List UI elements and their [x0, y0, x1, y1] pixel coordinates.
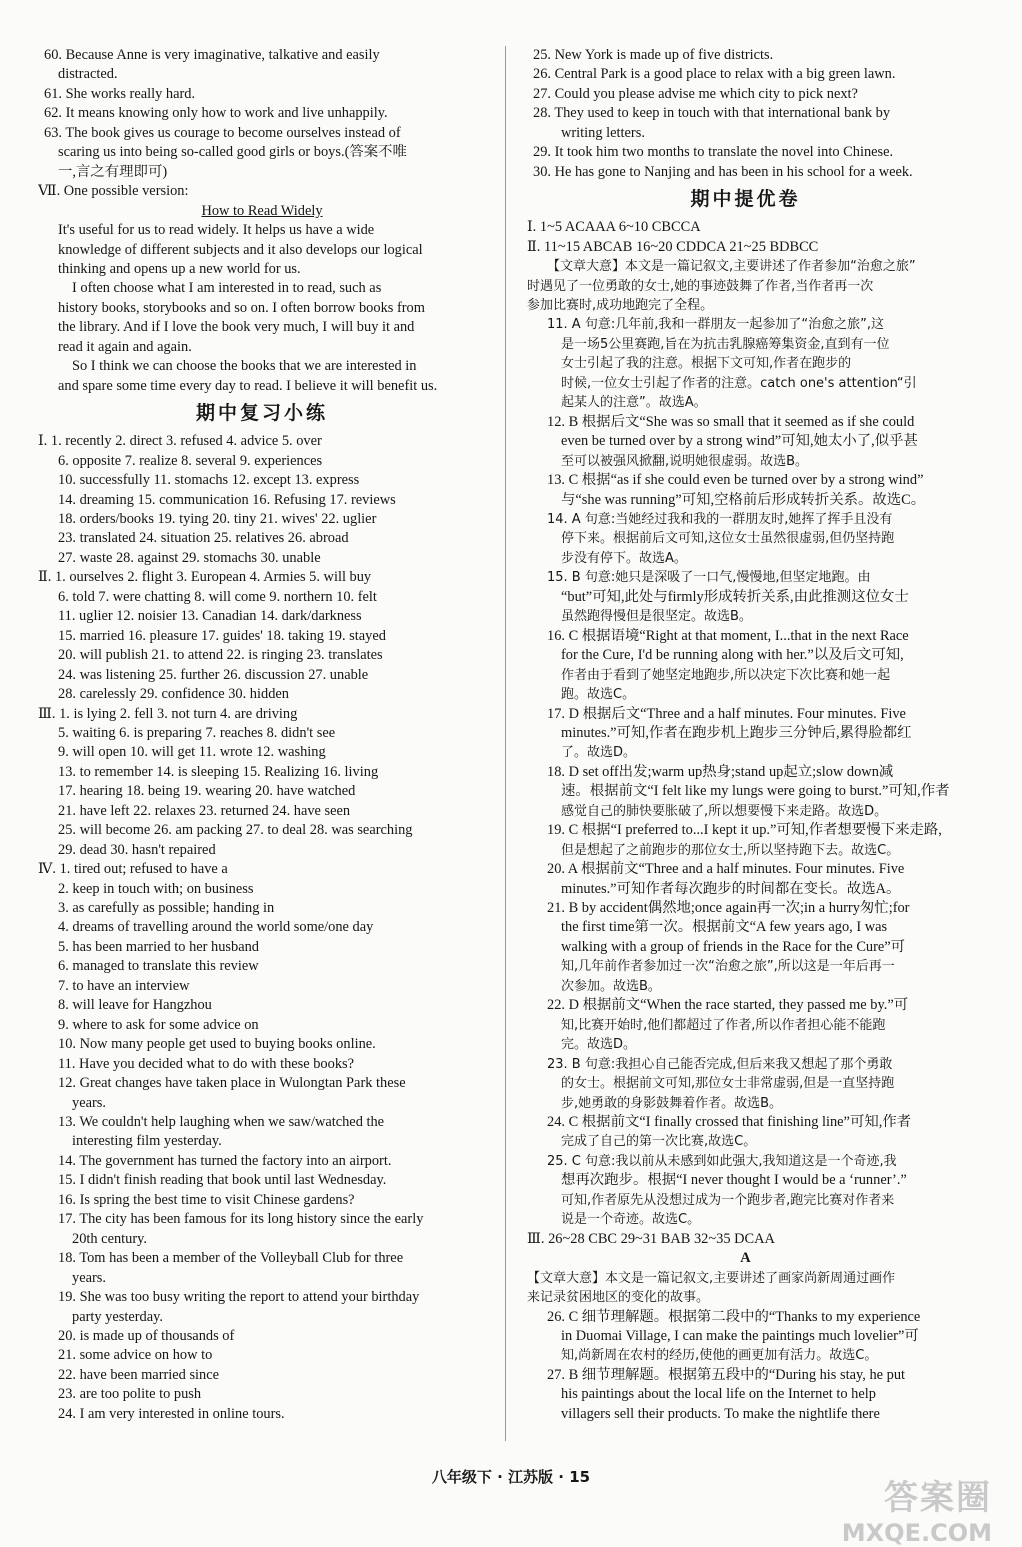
- section-heading: 期中复习小练: [195, 403, 328, 425]
- text-line: 23. B 句意:我担心自己能否完成,但后来我又想起了那个勇敢: [547, 1056, 893, 1072]
- text-line: history books, storybooks and so on. I often borrow books from: [58, 299, 425, 316]
- text-line: 11. A 句意:几年前,我和一群朋友一起参加了“治愈之旅”,这: [547, 317, 884, 333]
- text-line: 25. will become 26. am packing 27. to deal 28. was searching: [58, 822, 413, 839]
- text-line: Ⅳ. 1. tired out; refused to have a: [38, 861, 228, 878]
- left-column: [38, 46, 486, 1424]
- text-line: 感觉自己的肺快要胀破了,所以想要慢下来走路。故选D。: [561, 803, 888, 819]
- text-line: 61. She works really hard.: [44, 85, 196, 102]
- text-line: 3. as carefully as possible; handing in: [58, 900, 275, 917]
- text-line: Ⅱ. 1. ourselves 2. flight 3. European 4. Armies 5. will buy: [38, 569, 372, 586]
- text-line: years.: [72, 1094, 106, 1111]
- text-line: minutes.”可知作者每次跑步的时间都在变长。故选A。: [561, 880, 901, 897]
- text-line: 6. told 7. were chatting 8. will come 9. northern 10. felt: [58, 588, 377, 605]
- text-line: interesting film yesterday.: [72, 1133, 222, 1150]
- text-line: 25. C 句意:我以前从未感到如此强大,我知道这是一个奇迹,我: [547, 1153, 897, 1169]
- text-line: 9. where to ask for some advice on: [58, 1016, 259, 1033]
- text-line: 是一场5公里赛跑,旨在为抗击乳腺癌筹集资金,直到有一位: [561, 336, 890, 352]
- text-line: villagers sell their products. To make the nightlife there: [561, 1405, 880, 1422]
- text-line: 18. D set off出发;warm up热身;stand up起立;slow down减: [547, 763, 894, 780]
- text-line: 17. D 根据后文“Three and a half minutes. Four minutes. Five: [547, 705, 906, 722]
- text-line: 4. dreams of travelling around the world some/one day: [58, 919, 374, 936]
- text-line: 19. C 根据“I preferred to...I kept it up.”可知,作者想要慢下来走路,: [547, 822, 942, 839]
- text-line: A: [740, 1250, 751, 1267]
- text-line: 14. The government has turned the factory into an airport.: [58, 1152, 392, 1169]
- text-line: for the Cure, I'd be running along with her.”以及后文可知,: [561, 647, 904, 664]
- text-line: the first time第一次。根据前文“A few years ago, I was: [561, 919, 888, 936]
- text-line: Ⅰ. 1. recently 2. direct 3. refused 4. advice 5. over: [38, 433, 322, 450]
- text-line: 29. It took him two months to translate the novel into Chinese.: [533, 144, 894, 161]
- text-line: 22. have been married since: [58, 1366, 220, 1383]
- text-line: 起某人的注意”。故选A。: [561, 395, 707, 411]
- text-line: I often choose what I am interested in to read, such as: [72, 280, 382, 297]
- text-line: 15. I didn't finish reading that book until last Wednesday.: [58, 1172, 387, 1189]
- text-line: 说是一个奇迹。故选C。: [561, 1212, 701, 1228]
- text-line: minutes.”可知,作者在跑步机上跑步三分钟后,累得脸都红: [561, 724, 912, 741]
- text-line: 的女士。根据前文可知,那位女士非常虚弱,但是一直坚持跑: [561, 1076, 895, 1092]
- text-line: 23. translated 24. situation 25. relatives 26. abroad: [58, 530, 349, 547]
- text-line: 12. Great changes have taken place in Wulongtan Park these: [58, 1075, 406, 1092]
- text-line: 可知,作者原先从没想过成为一个跑步者,跑完比赛对作者来: [561, 1192, 895, 1208]
- text-line: 16. C 根据语境“Right at that moment, I...that in the next Race: [547, 627, 909, 644]
- text-line: scaring us into being so-called good girls or boys.(答案不唯: [58, 144, 407, 161]
- text-line: 作者由于看到了她坚定地跑步,所以决定下次比赛和她一起: [561, 667, 891, 683]
- text-line: 15. B 句意:她只是深吸了一口气,慢慢地,但坚定地跑。由: [547, 570, 871, 586]
- text-line: 14. A 句意:当她经过我和我的一群朋友时,她挥了挥手且没有: [547, 511, 893, 527]
- text-line: 26. C 细节理解题。根据第二段中的“Thanks to my experience: [547, 1308, 921, 1325]
- text-line: 11. Have you decided what to do with these books?: [58, 1055, 355, 1072]
- text-line: Ⅱ. 11~15 ABCAB 16~20 CDDCA 21~25 BDBCC: [527, 238, 819, 255]
- text-line: thinking and opens up a new world for us.: [58, 260, 301, 277]
- text-line: Ⅰ. 1~5 ACAAA 6~10 CBCCA: [527, 219, 701, 236]
- text-line: 女士引起了我的注意。根据下文可知,作者在跑步的: [561, 356, 852, 372]
- text-line: 5. waiting 6. is preparing 7. reaches 8. didn't see: [58, 724, 336, 741]
- text-line: 24. was listening 25. further 26. discussion 27. unable: [58, 666, 369, 683]
- text-line: 29. dead 30. hasn't repaired: [58, 841, 216, 858]
- right-column: [527, 46, 964, 1424]
- text-line: 16. Is spring the best time to visit Chinese gardens?: [58, 1191, 355, 1208]
- text-line: in Duomai Village, I can make the paintings much lovelier”可: [561, 1328, 919, 1344]
- text-line: 24. I am very interested in online tours.: [58, 1405, 285, 1422]
- text-line: Ⅲ. 1. is lying 2. fell 3. not turn 4. are driving: [38, 705, 298, 722]
- watermark-logo: [842, 1470, 992, 1547]
- text-line: 20th century.: [72, 1230, 147, 1247]
- text-line: 25. New York is made up of five districts.: [533, 47, 774, 63]
- text-line: and spare some time every day to read. I believe it will benefit us.: [58, 377, 438, 394]
- text-line: 28. They used to keep in touch with that international bank by: [533, 105, 891, 122]
- text-line: 27. waste 28. against 29. stomachs 30. unable: [58, 549, 321, 566]
- text-line: 23. are too polite to push: [58, 1386, 202, 1403]
- text-line: 6. opposite 7. realize 8. several 9. experiences: [58, 452, 323, 469]
- text-line: 20. is made up of thousands of: [58, 1328, 235, 1344]
- text-line: 14. dreaming 15. communication 16. Refusing 17. reviews: [58, 491, 396, 508]
- watermark-bottom: MXQE.COM: [841, 1519, 992, 1547]
- text-line: 17. The city has been famous for its long history since the early: [58, 1211, 424, 1228]
- text-line: 21. B by accident偶然地;once again再一次;in a hurry匆忙;for: [547, 900, 910, 917]
- text-line: 18. Tom has been a member of the Volleyball Club for three: [58, 1250, 404, 1267]
- text-line: 15. married 16. pleasure 17. guides' 18. taking 19. stayed: [58, 627, 386, 644]
- text-line: 停下来。根据前后文可知,这位女士虽然很虚弱,但仍坚持跑: [561, 531, 895, 547]
- text-line: 跑。故选C。: [561, 687, 636, 703]
- text-line: 但是想起了之前跑步的那位女士,所以坚持跑下去。故选C。: [561, 842, 900, 858]
- text-line: 62. It means knowing only how to work and live unhappily.: [44, 105, 388, 122]
- text-line: 13. to remember 14. is sleeping 15. Realizing 16. living: [58, 763, 379, 780]
- text-line: So I think we can choose the books that we are interested in: [72, 358, 417, 375]
- text-line: years.: [72, 1269, 106, 1286]
- text-line: even be turned over by a strong wind”可知,她太小了,似乎甚: [561, 433, 918, 450]
- text-line: 60. Because Anne is very imaginative, talkative and easily: [44, 47, 380, 63]
- text-line: 7. to have an interview: [58, 977, 190, 994]
- text-line: 20. A 根据前文“Three and a half minutes. Four minutes. Five: [547, 861, 905, 878]
- text-line: 步没有停下。故选A。: [561, 550, 687, 566]
- text-line: 来记录贫困地区的变化的故事。: [527, 1290, 710, 1306]
- text-line: 63. The book gives us courage to become ourselves instead of: [44, 124, 401, 141]
- text-line: 2. keep in touch with; on business: [58, 880, 254, 897]
- text-line: 13. C 根据“as if she could even be turned over by a strong wind”: [547, 472, 924, 489]
- text-line: 想再次跑步。根据“I never thought I would be a ‘runner’.”: [561, 1172, 907, 1189]
- text-line: 了。故选D。: [561, 745, 637, 761]
- text-line: 与“she was running”可知,空格前后形成转折关系。故选C。: [561, 491, 926, 508]
- text-line: 知,比赛开始时,他们都超过了作者,所以作者担心能不能跑: [561, 1017, 886, 1033]
- text-line: 28. carelessly 29. confidence 30. hidden: [58, 686, 289, 703]
- text-line: 17. hearing 18. being 19. wearing 20. have watched: [58, 783, 356, 800]
- text-line: 至可以被强风掀翻,说明她很虚弱。故选B。: [561, 453, 809, 469]
- text-line: party yesterday.: [72, 1308, 163, 1325]
- text-line: 5. has been married to her husband: [58, 938, 260, 955]
- text-line: distracted.: [58, 66, 118, 83]
- text-line: 8. will leave for Hangzhou: [58, 997, 212, 1014]
- text-line: 【文章大意】本文是一篇记叙文,主要讲述了作者参加“治愈之旅”: [547, 259, 916, 275]
- text-line: 20. will publish 21. to attend 22. is ringing 23. translates: [58, 647, 383, 664]
- text-line: 22. D 根据前文“When the race started, they passed me by.”可: [547, 997, 909, 1014]
- text-line: 30. He has gone to Nanjing and has been in his school for a week.: [533, 163, 913, 180]
- text-line: 【文章大意】本文是一篇记叙文,主要讲述了画家尚新周通过画作: [527, 1270, 896, 1286]
- text-line: 知,几年前作者参加过一次“治愈之旅”,所以这是一年后再一: [561, 959, 895, 975]
- text-line: 时遇见了一位勇敢的女士,她的事迹鼓舞了作者,当作者再一次: [527, 278, 874, 294]
- section-heading: 期中提优卷: [690, 189, 801, 211]
- text-line: 10. Now many people get used to buying books online.: [58, 1036, 376, 1053]
- text-line: 11. uglier 12. noisier 13. Canadian 14. dark/darkness: [58, 608, 362, 625]
- text-line: 26. Central Park is a good place to relax with a big green lawn.: [533, 66, 896, 83]
- text-line: writing letters.: [561, 124, 645, 141]
- text-line: 6. managed to translate this review: [58, 958, 259, 975]
- text-line: 完成了自己的第一次比赛,故选C。: [561, 1134, 757, 1150]
- text-line: Ⅶ. One possible version:: [38, 183, 189, 200]
- text-line: 27. Could you please advise me which city to pick next?: [533, 85, 858, 102]
- text-line: 10. successfully 11. stomachs 12. except 13. express: [58, 472, 360, 489]
- text-line: 虽然跑得慢但是很坚定。故选B。: [561, 609, 752, 625]
- text-line: 9. will open 10. will get 11. wrote 12. washing: [58, 744, 326, 761]
- text-line: 12. B 根据后文“She was so small that it seemed as if she could: [547, 413, 915, 430]
- text-line: walking with a group of friends in the Race for the Cure”可: [561, 938, 906, 955]
- text-line: 24. C 根据前文“I finally crossed that finishing line”可知,作者: [547, 1114, 912, 1131]
- text-line: 27. B 细节理解题。根据第五段中的“During his stay, he put: [547, 1366, 906, 1383]
- text-line: 次参加。故选B。: [561, 978, 661, 994]
- text-line: 速。根据前文“I felt like my lungs were going to burst.”可知,作者: [561, 783, 950, 800]
- text-line: 18. orders/books 19. tying 20. tiny 21. wives' 22. uglier: [58, 510, 377, 527]
- text-line: knowledge of different subjects and it also develops our logical: [58, 241, 423, 258]
- essay-title: How to Read Widely: [201, 202, 323, 219]
- text-line: 知,尚新周在农村的经历,使他的画更加有活力。故选C。: [561, 1348, 878, 1364]
- text-line: read it again and again.: [58, 338, 192, 355]
- text-line: 步,她勇敢的身影鼓舞着作者。故选B。: [561, 1095, 783, 1111]
- text-line: 21. have left 22. relaxes 23. returned 24. have seen: [58, 802, 351, 819]
- text-line: 一,言之有理即可): [58, 163, 168, 180]
- text-line: the library. And if I love the book very much, I will buy it and: [58, 319, 415, 336]
- text-line: 19. She was too busy writing the report to attend your birthday: [58, 1289, 420, 1306]
- watermark-top: 答案圈: [884, 1478, 992, 1518]
- text-line: Ⅲ. 26~28 CBC 29~31 BAB 32~35 DCAA: [527, 1230, 775, 1247]
- text-line: 13. We couldn't help laughing when we saw/watched the: [58, 1114, 385, 1131]
- text-line: It's useful for us to read widely. It helps us have a wide: [58, 222, 375, 239]
- text-line: 时候,一位女士引起了作者的注意。catch one's attention“引: [561, 375, 917, 391]
- text-line: 完。故选D。: [561, 1037, 637, 1053]
- column-divider: [505, 46, 506, 1441]
- text-line: his paintings about the local life on the Internet to help: [561, 1386, 876, 1403]
- page-footer: 八年级下 · 江苏版 · 15: [431, 1468, 591, 1486]
- text-line: 参加比赛时,成功地跑完了全程。: [527, 297, 714, 313]
- text-line: 21. some advice on how to: [58, 1347, 213, 1364]
- text-line: “but”可知,此处与firmly形成转折关系,由此推测这位女士: [561, 588, 909, 605]
